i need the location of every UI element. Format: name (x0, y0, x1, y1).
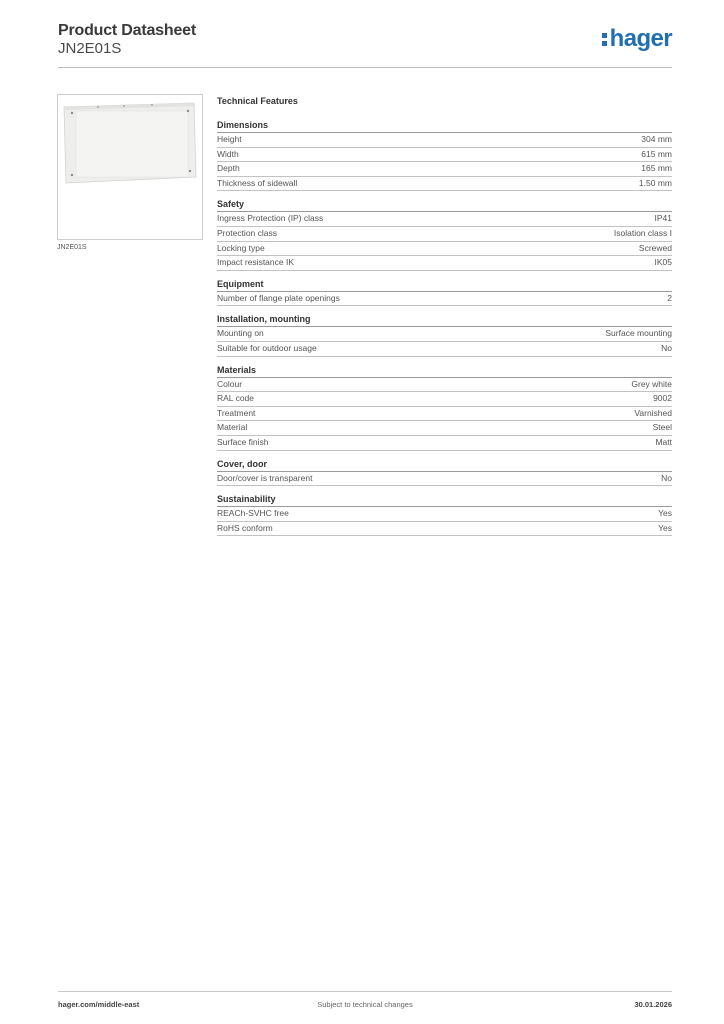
row-value: Matt (655, 436, 672, 447)
page-footer (58, 991, 672, 1011)
section-cover-door (217, 459, 672, 487)
row-label: Suitable for outdoor usage (217, 342, 317, 353)
hager-logo (602, 26, 672, 52)
row-value: Yes (658, 508, 672, 519)
product-reference: JN2E01S (58, 40, 122, 57)
enclosure-product-image (58, 95, 202, 239)
table-row (217, 256, 672, 271)
section-safety (217, 199, 672, 270)
row-label: Number of flange plate openings (217, 292, 340, 303)
row-label: Treatment (217, 407, 256, 418)
technical-features (217, 96, 672, 544)
row-label: Impact resistance IK (217, 257, 295, 268)
row-label: Door/cover is transparent (217, 472, 313, 483)
row-value: Screwed (638, 242, 672, 253)
technical-features-title: Technical Features (217, 96, 298, 106)
table-row (217, 436, 672, 451)
table-row (217, 133, 672, 148)
row-value: 165 mm (641, 163, 672, 174)
section-title: Equipment (217, 279, 672, 292)
table-row (217, 327, 672, 342)
footer-date: 30.01.2026 (634, 1000, 672, 1009)
row-value: IP41 (654, 213, 672, 224)
row-label: RoHS conform (217, 522, 273, 533)
image-caption: JN2E01S (57, 244, 87, 251)
row-value: Isolation class I (613, 227, 672, 238)
table-row (217, 378, 672, 393)
page-title: Product Datasheet (58, 22, 196, 39)
footer-notice: Subject to technical changes (317, 1000, 413, 1009)
row-label: Surface finish (217, 436, 269, 447)
table-row (217, 421, 672, 436)
table-row (217, 148, 672, 163)
table-row (217, 472, 672, 487)
row-value: Grey white (631, 378, 672, 389)
table-row (217, 242, 672, 257)
row-label: Protection class (217, 227, 277, 238)
row-label: Depth (217, 163, 240, 174)
table-row (217, 507, 672, 522)
table-row (217, 342, 672, 357)
section-equipment (217, 279, 672, 307)
row-value: Steel (652, 422, 672, 433)
table-row (217, 522, 672, 537)
page-header (58, 22, 672, 68)
section-installation-mounting (217, 314, 672, 356)
section-title: Cover, door (217, 459, 672, 472)
row-label: RAL code (217, 393, 255, 404)
row-label: Locking type (217, 242, 265, 253)
row-label: Width (217, 148, 239, 159)
row-value: Surface mounting (605, 328, 672, 339)
section-title: Installation, mounting (217, 314, 672, 327)
row-label: Ingress Protection (IP) class (217, 213, 324, 224)
table-row (217, 177, 672, 192)
table-row (217, 212, 672, 227)
row-value: Yes (658, 522, 672, 533)
row-value: 9002 (653, 393, 672, 404)
section-materials (217, 365, 672, 451)
row-value: 304 mm (641, 134, 672, 144)
row-value: 615 mm (641, 148, 672, 159)
section-sustainability (217, 494, 672, 536)
logo-text: hager (609, 25, 672, 52)
row-label: Material (217, 422, 248, 433)
row-value: IK05 (654, 257, 672, 268)
row-label: Colour (217, 378, 243, 389)
table-row (217, 407, 672, 422)
table-row (217, 227, 672, 242)
row-value: Varnished (634, 407, 672, 418)
footer-website-link[interactable]: hager.com/middle-east (58, 1000, 140, 1009)
logo-dots-icon (602, 28, 608, 46)
row-label: Thickness of sidewall (217, 177, 298, 188)
row-value: 2 (667, 292, 672, 303)
table-row (217, 162, 672, 177)
row-value: 1.50 mm (638, 177, 672, 188)
row-label: Mounting on (217, 328, 264, 339)
row-label: REACh-SVHC free (217, 508, 289, 519)
row-value: No (661, 342, 672, 353)
product-image (57, 94, 203, 240)
section-title: Materials (217, 365, 672, 378)
section-title: Safety (217, 199, 672, 212)
section-dimensions (217, 120, 672, 191)
row-label: Height (217, 134, 242, 144)
section-title: Sustainability (217, 494, 672, 507)
row-value: No (661, 472, 672, 483)
section-title: Dimensions (217, 120, 672, 133)
table-row (217, 292, 672, 307)
table-row (217, 392, 672, 407)
